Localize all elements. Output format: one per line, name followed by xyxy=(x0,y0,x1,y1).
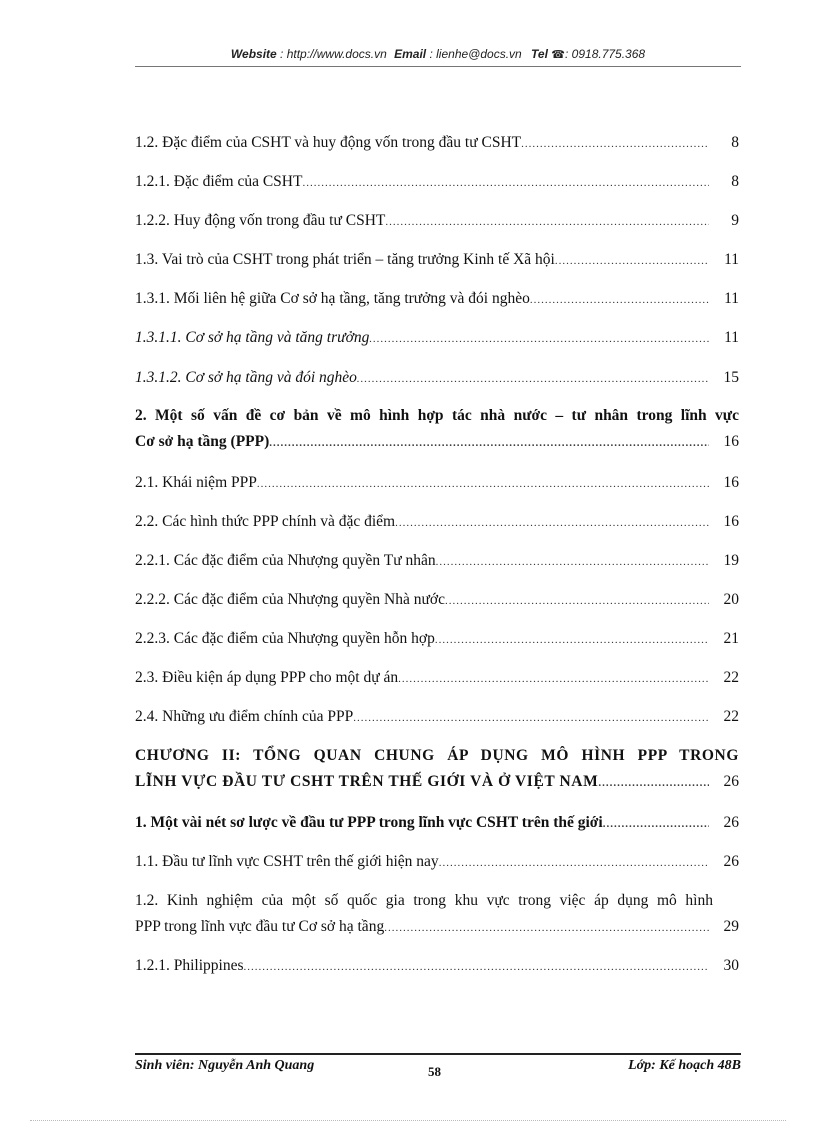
toc-page: 21 xyxy=(723,630,739,647)
toc-line: CHƯƠNG II: TỔNG QUAN CHUNG ÁP DỤNG MÔ HÌNH PPP TRONG xyxy=(135,747,739,764)
toc-label: 2.2.2. Các đặc điểm của Nhượng quyền Nhà nước xyxy=(135,591,445,608)
toc-entry xyxy=(135,668,739,689)
toc-dots xyxy=(353,708,709,728)
toc-dots xyxy=(435,630,709,650)
toc-entry xyxy=(135,512,739,533)
toc-page: 26 xyxy=(723,814,739,831)
toc-label: LĨNH VỰC ĐẦU TƯ CSHT TRÊN THẾ GIỚI VÀ Ở VIỆT NAM xyxy=(135,773,599,790)
toc-page: 15 xyxy=(723,369,739,386)
toc-label: 2.2. Các hình thức PPP chính và đặc điểm xyxy=(135,513,396,530)
toc-dots xyxy=(598,773,709,793)
toc-label: 1.3. Vai trò của CSHT trong phát triển – tăng trưởng Kinh tế Xã hội xyxy=(135,251,555,268)
toc-dots xyxy=(445,591,709,611)
toc-dots xyxy=(436,552,709,572)
toc-label: PPP trong lĩnh vực đầu tư Cơ sở hạ tầng xyxy=(135,918,385,935)
toc-label: 1.2.2. Huy động vốn trong đầu tư CSHT xyxy=(135,212,386,229)
toc-page: 8 xyxy=(731,134,739,151)
website-value: : http://www.docs.vn xyxy=(280,47,387,61)
toc-page: 22 xyxy=(723,669,739,686)
toc-label: 1.2.1. Đặc điểm của CSHT xyxy=(135,173,303,190)
email-value: : lienhe@docs.vn xyxy=(429,47,522,61)
toc-page: 11 xyxy=(724,290,739,307)
toc-page: 16 xyxy=(723,474,739,491)
toc-page: 9 xyxy=(731,212,739,229)
toc-label: 1. Một vài nét sơ lược về đầu tư PPP trong lĩnh vực CSHT trên thế giới xyxy=(135,814,603,831)
toc-label: 2.4. Những ưu điểm chính của PPP xyxy=(135,708,354,725)
toc-dots xyxy=(521,134,709,154)
toc-dots xyxy=(302,173,709,193)
toc-page: 26 xyxy=(723,853,739,870)
toc-page: 26 xyxy=(723,773,739,790)
toc-label: 1.3.1. Mối liên hệ giữa Cơ sở hạ tầng, tăng trưởng và đói nghèo xyxy=(135,290,530,307)
toc-label: 1.3.1.2. Cơ sở hạ tầng và đói nghèo xyxy=(135,369,357,386)
toc-entry xyxy=(135,590,739,611)
page-edge xyxy=(30,1120,786,1121)
toc-label: 1.2. Đặc điểm của CSHT và huy động vốn trong đầu tư CSHT xyxy=(135,134,522,151)
toc-label: 1.3.1.1. Cơ sở hạ tầng và tăng trưởng xyxy=(135,329,370,346)
email-label: Email xyxy=(394,47,427,61)
toc-dots xyxy=(357,369,709,389)
toc-label: 1.1. Đầu tư lĩnh vực CSHT trên thế giới hiện nay xyxy=(135,853,439,870)
toc-dots xyxy=(439,853,709,873)
toc-label: 2.3. Điều kiện áp dụng PPP cho một dự án xyxy=(135,669,399,686)
toc-label: 1.2.1. Philippines xyxy=(135,957,244,974)
toc-page: 29 xyxy=(723,918,739,935)
toc-entry xyxy=(135,172,739,193)
toc-entry xyxy=(135,956,739,977)
website-label: Website xyxy=(230,47,277,61)
toc-page: 30 xyxy=(723,957,739,974)
toc-page: 16 xyxy=(723,433,739,450)
toc-dots xyxy=(244,957,709,977)
toc-page: 22 xyxy=(723,708,739,725)
toc-entry xyxy=(135,891,739,938)
toc-entry xyxy=(135,406,739,453)
toc-entry xyxy=(135,629,739,650)
toc-dots xyxy=(398,669,709,689)
toc-entry xyxy=(135,250,739,271)
toc-entry xyxy=(135,289,739,310)
toc-page: 19 xyxy=(723,552,739,569)
toc-entry xyxy=(135,746,739,793)
toc-page: 11 xyxy=(724,329,739,346)
toc-page: 16 xyxy=(723,513,739,530)
toc-page: 8 xyxy=(731,173,739,190)
toc-entry xyxy=(135,551,739,572)
toc-page: 20 xyxy=(723,591,739,608)
toc-label: Cơ sở hạ tầng (PPP) xyxy=(135,433,270,450)
tel-label: Tel xyxy=(531,47,548,61)
toc-dots xyxy=(384,918,709,938)
toc-dots xyxy=(555,251,709,271)
toc-dots xyxy=(395,513,709,533)
toc-entry xyxy=(135,133,739,154)
toc-dots xyxy=(530,290,709,310)
tel-value: : 0918.775.368 xyxy=(565,47,646,61)
footer-student: Sinh viên: Nguyễn Anh Quang xyxy=(135,1058,315,1073)
toc-entry xyxy=(135,328,739,349)
toc-entry xyxy=(135,852,739,873)
toc-page: 11 xyxy=(724,251,739,268)
toc-entry xyxy=(135,211,739,232)
page-header xyxy=(135,47,741,61)
toc-entry xyxy=(135,473,739,494)
toc-line: 2. Một số vấn đề cơ bản về mô hình hợp tác nhà nước – tư nhân trong lĩnh vực xyxy=(135,407,739,424)
toc-entry xyxy=(135,707,739,728)
footer-rule xyxy=(135,1053,741,1055)
phone-icon: ☎ xyxy=(551,49,565,61)
footer-class: Lớp: Kế hoạch 48B xyxy=(628,1058,741,1073)
toc-dots xyxy=(603,814,709,834)
toc-entry xyxy=(135,368,739,389)
toc-entry xyxy=(135,813,739,834)
toc-dots xyxy=(269,433,709,453)
page-number: 58 xyxy=(428,1064,441,1079)
toc-label: 2.1. Khái niệm PPP xyxy=(135,474,257,491)
header-rule xyxy=(135,66,741,67)
toc-line: 1.2. Kinh nghiệm của một số quốc gia trong khu vực trong việc áp dụng mô hình xyxy=(135,892,713,909)
toc-label: 2.2.1. Các đặc điểm của Nhượng quyền Tư nhân xyxy=(135,552,436,569)
toc-dots xyxy=(369,329,709,349)
toc-dots xyxy=(257,474,709,494)
toc-label: 2.2.3. Các đặc điểm của Nhượng quyền hỗn hợp xyxy=(135,630,435,647)
toc-dots xyxy=(385,212,709,232)
